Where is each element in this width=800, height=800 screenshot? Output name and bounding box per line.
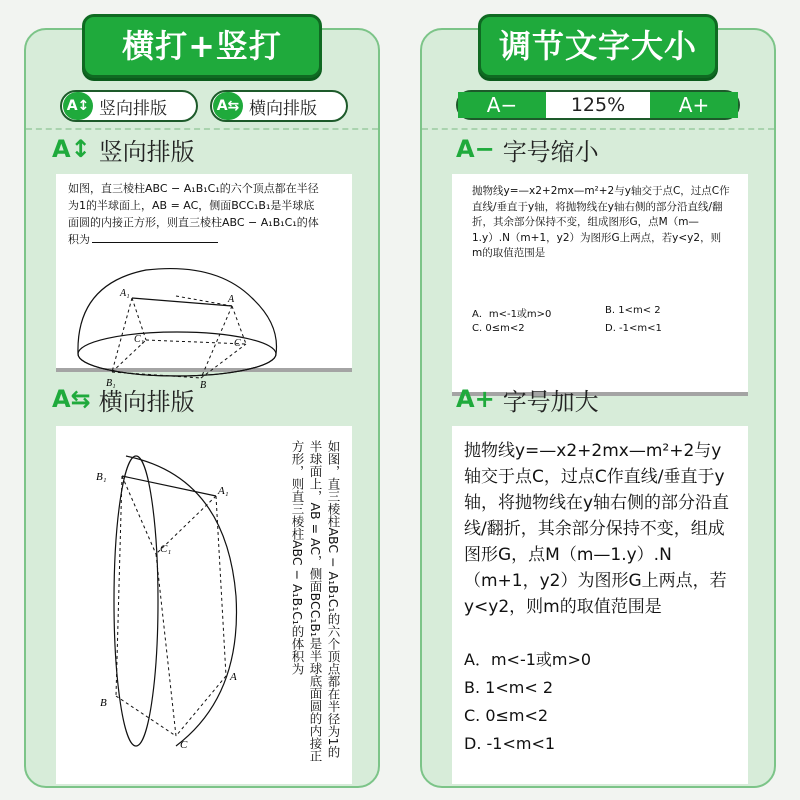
- option-row: [472, 305, 738, 320]
- horizontal-section-heading: [52, 384, 195, 414]
- option-c: C. 0≤m<2: [472, 323, 525, 334]
- font-size-value: 125%: [570, 94, 626, 116]
- vertex-label-b1: B₁: [106, 378, 116, 389]
- horizontal-layout-label: 横向排版: [249, 98, 317, 119]
- font-size-panel: [420, 28, 776, 788]
- option-d: D. -1<m<1: [605, 323, 662, 334]
- large-font-heading: [456, 384, 599, 414]
- vertex-label-a1: A₁: [218, 485, 229, 497]
- option-d: D. -1<m<1: [464, 734, 556, 753]
- vertex-label-a: A: [228, 294, 235, 305]
- vertex-label-c1: C₁: [134, 334, 145, 345]
- options-small: [472, 302, 738, 334]
- vertical-layout-icon: A↕: [63, 92, 93, 120]
- vertex-label-b: B: [100, 697, 107, 709]
- horizontal-layout-card: [56, 426, 352, 784]
- question-line: 积为: [68, 233, 90, 246]
- vertical-section-heading: [52, 134, 195, 164]
- option-b: B. 1<m< 2: [464, 678, 553, 697]
- vertex-label-c: C: [234, 338, 241, 349]
- vertical-layout-button[interactable]: [60, 90, 198, 122]
- hemisphere-figure: [56, 174, 352, 391]
- vertical-section-label: 竖向排版: [98, 137, 195, 166]
- vertex-label-c1: C₁: [160, 543, 172, 555]
- question-line: 如图，直三棱柱ABC − A₁B₁C₁的六个顶点都在半径: [68, 182, 319, 195]
- large-font-label: 字号加大: [502, 387, 599, 416]
- divider: [26, 128, 378, 130]
- question-line: 为1的半球面上，AB = AC，侧面BCC₁B₁是半球底: [68, 199, 315, 212]
- hemisphere-figure-rotated: [66, 436, 246, 776]
- large-font-card: [452, 426, 748, 784]
- horizontal-layout-icon: A⇆: [213, 92, 243, 120]
- small-font-heading: [456, 134, 599, 164]
- question-text-small: 抛物线y=—x2+2mx—m²+2与y轴交于点C，过点C作直线/垂直于y轴，将抛物线在y轴右侧的部分沿直线/翻折，其余部分保持不变，组成图形G，点M（m—1.y）.N（m+1，y2）为图形G上两点，若y<y2，则m的取值范围是: [472, 185, 730, 259]
- panel-title-layout: 横打+竖打: [82, 14, 322, 78]
- option-b: B. 1<m< 2: [605, 305, 661, 316]
- vertex-label-a: A: [230, 671, 237, 683]
- font-size-control: [456, 90, 740, 120]
- horizontal-layout-icon: A⇆: [52, 385, 91, 413]
- small-font-card: [452, 174, 748, 396]
- horizontal-section-label: 横向排版: [98, 387, 195, 416]
- option-a: A．m<-1或m>0: [472, 309, 552, 320]
- vertical-layout-icon: A↕: [52, 135, 91, 163]
- layout-panel: [24, 28, 380, 788]
- question-line: 面圆的内接正方形，则直三棱柱ABC − A₁B₁C₁的体: [68, 216, 319, 229]
- vertex-label-c: C: [180, 739, 188, 751]
- option-row: [472, 323, 738, 334]
- question-text-vertical: 如图，直三棱柱ABC − A₁B₁C₁的六个顶点都在半径为1的半球面上，AB = AC，侧面BCC₁B₁是半球底面圆的内接正方形，则直三棱柱ABC − A₁B₁C₁的体积为: [290, 440, 341, 763]
- options-large: [464, 646, 591, 758]
- vertex-label-a1: A₁: [120, 288, 130, 299]
- small-font-label: 字号缩小: [502, 137, 599, 166]
- vertex-label-b: B: [200, 380, 207, 391]
- divider: [422, 128, 774, 130]
- font-increase-icon: A+: [456, 385, 495, 413]
- panel-title-font-size: 调节文字大小: [478, 14, 718, 78]
- option-c: C. 0≤m<2: [464, 706, 549, 725]
- increase-font-button[interactable]: A+: [650, 92, 738, 118]
- vertical-layout-card: [56, 174, 352, 391]
- font-decrease-icon: A−: [456, 135, 495, 163]
- question-text-large: 抛物线y=—x2+2mx—m²+2与y轴交于点C，过点C作直线/垂直于y轴，将抛物线在y轴右侧的部分沿直线/翻折，其余部分保持不变，组成图形G，点M（m—1.y）.N（m+1，y2）为图形G上两点，若y<y2，则m的取值范围是: [464, 441, 730, 617]
- vertical-layout-label: 竖向排版: [99, 98, 167, 119]
- decrease-font-button[interactable]: A−: [458, 92, 546, 118]
- horizontal-layout-button[interactable]: [210, 90, 348, 122]
- vertex-label-b1: B₁: [96, 471, 107, 483]
- option-a: A．m<-1或m>0: [464, 650, 592, 669]
